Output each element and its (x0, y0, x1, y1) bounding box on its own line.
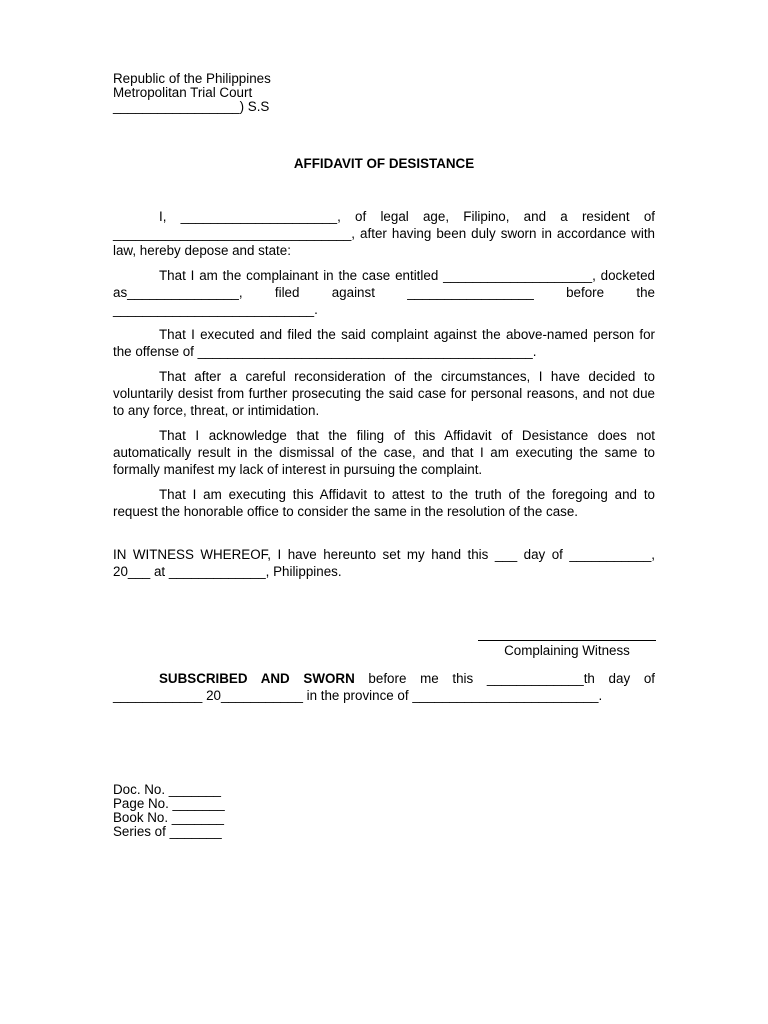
paragraph-desist: That after a careful reconsideration of the circumstances, I have decided to voluntarily desist from further prosecuting the said case for personal reasons, and not due to any force, threat, or intimidation. (113, 369, 655, 418)
jurat (113, 670, 655, 704)
jurat-paragraph (113, 670, 655, 704)
series-year: Series of _______ (113, 824, 222, 839)
paragraph-attest: That I am executing this Affidavit to attest to the truth of the foregoing and to request the honorable office to consider the same in the resolution of the case. (113, 487, 655, 519)
header-republic: Republic of the Philippines (113, 71, 271, 86)
jurat-heading: SUBSCRIBED AND SWORN (159, 671, 355, 686)
signature-label: Complaining Witness (504, 643, 630, 658)
doc-number: Doc. No. _______ (113, 782, 221, 797)
signature-block (478, 628, 656, 659)
header-ss: _________________) S.S (113, 99, 270, 114)
court-header (113, 72, 271, 114)
header-court: Metropolitan Trial Court (113, 85, 253, 100)
signature-line (478, 628, 656, 641)
paragraph-affiant: I, _____________________, of legal age, Filipino, and a resident of ________________________________, after having been duly sworn in accordance with law, hereby depose and state: (113, 209, 655, 258)
notarial-register (113, 783, 225, 839)
jurat-text: before me this _____________th day of ____________ 20___________ in the province of _________________________. (113, 671, 655, 703)
paragraph-complaint: That I executed and filed the said complaint against the above-named person for the offense of _____________________________________________. (113, 327, 655, 359)
book-number: Book No. _______ (113, 810, 224, 825)
paragraph-complainant: That I am the complainant in the case entitled ____________________, docketed as_______________, filed against _________________ before the ___________________________. (113, 268, 655, 317)
page-number: Page No. _______ (113, 796, 225, 811)
paragraph-acknowledge: That I acknowledge that the filing of this Affidavit of Desistance does not automatically result in the dismissal of the case, and that I am executing the same to formally manifest my lack of interest in pursuing the complaint. (113, 428, 655, 477)
paragraph-witness: IN WITNESS WHEREOF, I have hereunto set my hand this ___ day of ___________, 20___ at _____________, Philippines. (113, 547, 655, 579)
document-title: AFFIDAVIT OF DESISTANCE (293, 156, 475, 171)
affidavit-body (113, 208, 655, 588)
